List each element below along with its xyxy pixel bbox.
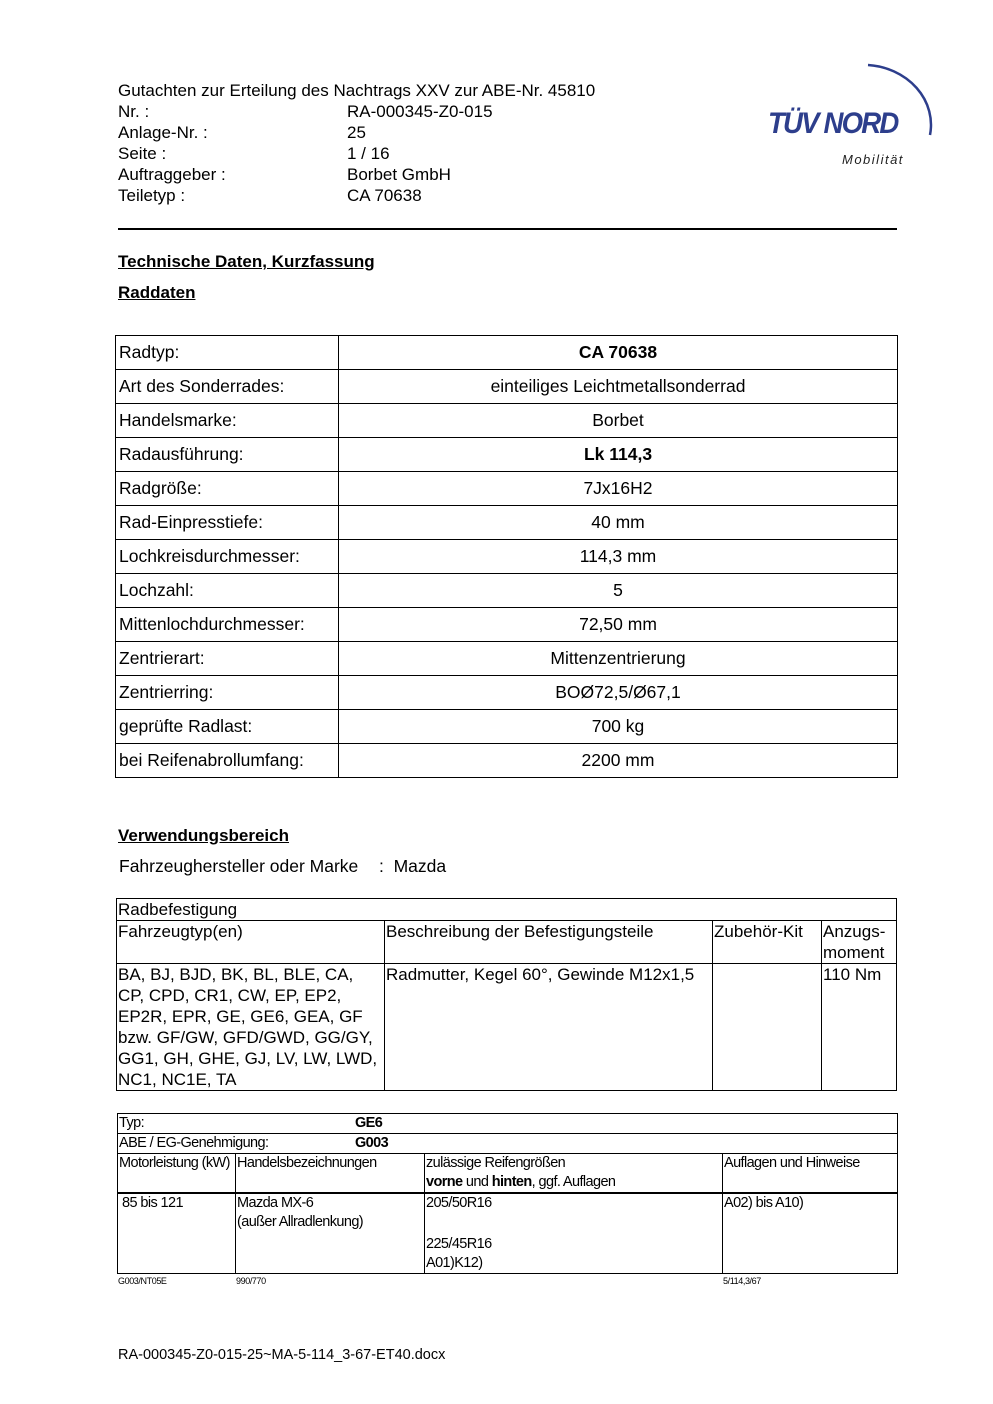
header-label: Nr. : [118,102,150,121]
usage-value: Mazda [393,856,447,876]
col-header: Auflagen und Hinweise [723,1154,898,1194]
row-value: CA 70638 [339,336,898,370]
header-row-anlage [118,122,595,143]
cell-desc: Radmutter, Kegel 60°, Gewinde M12x1,5 [385,964,713,1091]
table-row [116,472,898,506]
table-row [118,1154,898,1194]
header-label: Teiletyp : [118,186,186,205]
reifen-header-pre: zulässige Reifengrößen [426,1155,566,1171]
row-value: Lk 114,3 [339,438,898,472]
table-row [116,506,898,540]
header-value: RA-000345-Z0-015 [347,102,493,121]
typ-table [117,1113,898,1274]
row-label: Radtyp: [116,336,339,370]
logo-subtitle: Mobilität [842,152,904,167]
document-filename: RA-000345-Z0-015-25~MA-5-114_3-67-ET40.docx [118,1347,446,1363]
col-header [425,1154,723,1194]
row-value: 5 [339,574,898,608]
header-value: Borbet GmbH [347,165,451,184]
reifen-line: 205/50R16 [426,1195,492,1211]
section-tech-heading: Technische Daten, Kurzfassung [118,252,375,271]
row-label: Mittenlochdurchmesser: [116,608,339,642]
header-row-teiletyp [118,185,595,206]
header-label: Anlage-Nr. : [118,123,208,142]
cell-handel [236,1193,425,1274]
col-header: Beschreibung der Befestigungsteile [385,921,713,964]
handel-line: Mazda MX-6 [237,1195,314,1211]
row-value: einteiliges Leichtmetallsonderrad [339,370,898,404]
row-label: geprüfte Radlast: [116,710,339,744]
table-row [116,676,898,710]
raddaten-table [115,335,898,778]
row-label: Rad-Einpresstiefe: [116,506,339,540]
cell-auflagen: A02) bis A10) [723,1193,898,1274]
row-value: 40 mm [339,506,898,540]
abe-value: G003 [355,1135,389,1151]
row-value: 114,3 mm [339,540,898,574]
logo-wordmark: TÜV NORD [768,107,898,140]
befestigung-title: Radbefestigung [117,899,897,921]
row-value: BOØ72,5/Ø67,1 [339,676,898,710]
col-header [822,921,897,964]
table-row [116,404,898,438]
befestigung-table [116,898,897,1091]
report-header [118,80,595,206]
usage-label: Fahrzeughersteller oder Marke [119,856,359,876]
header-divider [118,228,897,230]
table-row [118,1193,898,1274]
section-raddaten-heading: Raddaten [118,283,196,302]
table-row [116,642,898,676]
table-row [118,1134,898,1154]
typ-foot-code: 5/114,3/67 [723,1276,761,1286]
row-label: Zentrierring: [116,676,339,710]
table-row [117,964,897,1091]
cell-reifen [425,1193,723,1274]
typ-row [118,1114,898,1134]
row-value: 700 kg [339,710,898,744]
reifen-header-vorne: vorne [426,1174,463,1190]
row-label: bei Reifenabrollumfang: [116,744,339,778]
col-header-text: Anzugs-moment [823,922,886,962]
typ-label: Typ: [119,1115,144,1131]
section-verwendung-heading: Verwendungsbereich [118,826,289,845]
usage-sep: : [379,856,384,876]
row-value: Mittenzentrierung [339,642,898,676]
table-row [116,608,898,642]
header-label: Seite : [118,144,167,163]
row-value: 7Jx16H2 [339,472,898,506]
header-value: 1 / 16 [347,144,390,163]
table-row [117,899,897,921]
table-row [116,574,898,608]
typ-foot-code: 990/770 [236,1276,266,1286]
table-row [116,744,898,778]
spacer [426,1213,721,1235]
table-row [116,710,898,744]
reifen-header-und: und [462,1174,492,1190]
handel-line: (außer Allradlenkung) [237,1214,364,1230]
cell-kit [713,964,822,1091]
cell-types: BA, BJ, BJD, BK, BL, BLE, CA, CP, CPD, CR1, CW, EP, EP2, EP2R, EPR, GE, GE6, GEA, GF bzw. GF/GW, GFD/GWD, GG/GY, GG1, GH, GHE, GJ, LV, LW, LWD, NC1, NC1E, TA [117,964,385,1091]
row-label: Handelsmarke: [116,404,339,438]
row-label: Radgröße: [116,472,339,506]
reifen-line: 225/45R16 [426,1236,492,1252]
row-label: Zentrierart: [116,642,339,676]
row-label: Art des Sonderrades: [116,370,339,404]
reifen-header-post: , ggf. Auflagen [531,1174,616,1190]
abe-label: ABE / EG-Genehmigung: [119,1135,269,1151]
cell-motor: 85 bis 121 [118,1193,236,1274]
tuv-nord-logo [760,55,950,175]
typ-foot-code: G003/NT05E [118,1276,167,1286]
row-value: Borbet [339,404,898,438]
header-row-nr [118,101,595,122]
col-header: Zubehör-Kit [713,921,822,964]
row-label: Lochkreisdurchmesser: [116,540,339,574]
header-value: CA 70638 [347,186,422,205]
col-header: Fahrzeugtyp(en) [117,921,385,964]
col-header: Handelsbezeichnungen [236,1154,425,1194]
report-title: Gutachten zur Erteilung des Nachtrags XXV zur ABE-Nr. 45810 [118,81,596,100]
reifen-line: A01)K12) [426,1255,483,1271]
header-row-auftraggeber [118,164,595,185]
table-row [116,370,898,404]
table-row [116,438,898,472]
table-row [116,336,898,370]
row-value: 72,50 mm [339,608,898,642]
table-row [116,540,898,574]
abe-row [118,1134,898,1154]
header-value: 25 [347,123,366,142]
typ-value: GE6 [355,1115,383,1131]
header-row-seite [118,143,595,164]
row-value: 2200 mm [339,744,898,778]
usage-line [119,856,446,877]
table-row [118,1114,898,1134]
cell-torque: 110 Nm [822,964,897,1091]
row-label: Lochzahl: [116,574,339,608]
header-label: Auftraggeber : [118,165,226,184]
col-header: Motorleistung (kW) [118,1154,236,1194]
row-label: Radausführung: [116,438,339,472]
reifen-header-hinten: hinten [491,1174,532,1190]
table-row [117,921,897,964]
